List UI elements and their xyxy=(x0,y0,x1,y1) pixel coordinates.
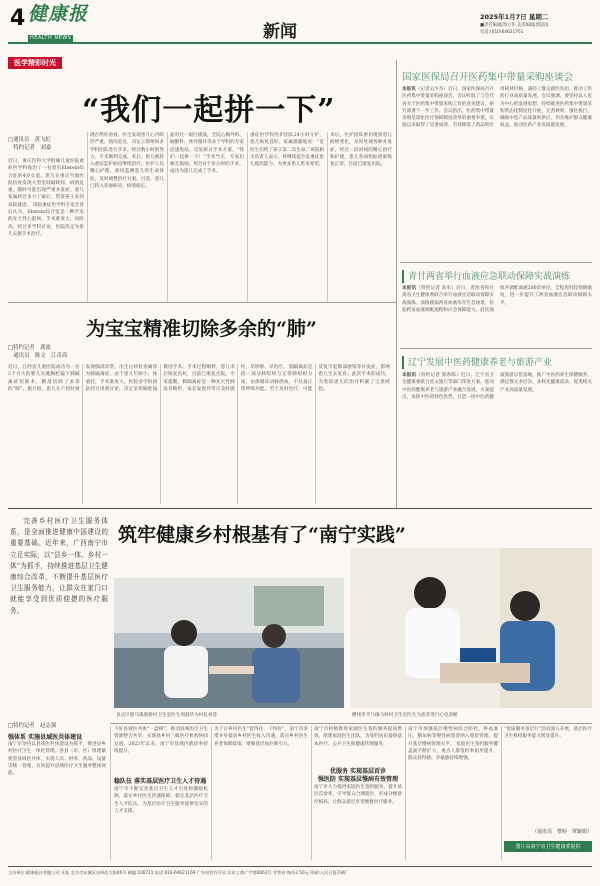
article5-author xyxy=(8,344,98,360)
footer-text: 主办单位:健康报社有限公司 社址:北京市东城区东四西大街46号 邮编:100711 电话:010-64621169 广告经营许可证:京东工商广字第0061号 零售价:每份2.50元 印刷:人民日报印刷厂 xyxy=(8,870,350,875)
article5-headline: 为宝宝精准切除多余的“肺” xyxy=(86,318,317,340)
article5-author-line2: 通讯员 陈文 江奇高 xyxy=(8,353,68,359)
article6-sub4-text: 南宁市加强基层慢性病综合防控，将高血压、糖尿病等慢性病患者纳入规范管理，提升基层慢病管理水平。 xyxy=(408,727,498,747)
article1-headline: “我们一起拼一下” xyxy=(82,93,336,128)
article3-author: 本报讯 xyxy=(402,286,417,291)
article1-author-line1: □通讯员 黄飞虹 xyxy=(8,137,51,143)
article3-headline-text: 青甘两省举行血液应急联动保障实战演练 xyxy=(408,272,571,282)
article1-col5: 术后，医护团队密切观察患儿病情变化，及时处理各种并发症。经过一段时间的精心治疗和护理，患儿各项指标逐渐恢复正常，目前已康复出院。 xyxy=(330,133,392,168)
article6-sub1-text: 南宁市坚持以县域医共体建设为抓手，推进县乡村医疗卫生一体化管理。各县（市、区）组建紧密型县域医共体，实现人员、财务、药品、设备等统一管理，有效提升县域医疗卫生服务整体效能。 xyxy=(8,742,106,777)
article3-headline xyxy=(402,269,570,283)
masthead xyxy=(0,0,600,67)
article2-text: （记者吴少杰）近日，国家医保局召开医药集中带量采购座谈会。会议听取了与会代表关于医药集中带量采购工作的意见建议，研究部署下一步工作。会议指出，医药集中带量采购是深化医疗保障制度改革的重要举措，实施以来取得了显著成效，有效降低了药品和医用耗材价格，减轻了群众就医负担，推动了医药行业高质量发展。会议强调，要坚持以人民为中心的发展思想，持续推进医药集中带量采购常态化制度化开展，完善规则，强化执行，确保中选产品质量和供应，切实维护群众健康权益，推动医药产业高质量发展。 xyxy=(402,87,592,129)
photo2-illustration xyxy=(350,548,592,708)
article6-end-author: （通讯员 黎婷 覃颖娟） xyxy=(531,829,592,835)
article2-author: 本报讯 xyxy=(402,87,416,92)
page-number: 4 xyxy=(10,6,26,31)
photo-village-clinic-1 xyxy=(114,578,344,708)
article6-sub2-block xyxy=(114,778,208,858)
article1-col1-text: 近日，重庆医科大学附属儿童医院重症医学科收治了一名患有Ebstein综合征的4岁女童。患儿在重庆当地医院检查发现大型室间隔缺损，病情危重，随时可能出现严重并发症。患儿家属经过多方了解后，带着孩子来到该院就诊。 xyxy=(8,159,84,208)
phone-line: 电话:(010)64621761 xyxy=(480,30,524,35)
logo-subtitle: HEALTH NEWS xyxy=(30,35,72,41)
article5-text: 近日，江西省儿童医院成功为一名2个月大的婴儿实施胸腔镜下肺隔离症切除术，精准切除了多余的“肺”。据介绍，患儿在产检时被发现肺部异常，出生后经检查确诊为肺隔离症。由于患儿年龄小、体重轻，手术难度大。医院多学科团队经过周密讨论，决定采用胸腔镜微创手术。手术过程顺利，患儿术后恢复良好，目前已康复出院。专家提醒，肺隔离症是一种先天性肺发育畸形，家长发现异常应及时就医，早诊断、早治疗。 xyxy=(8,365,288,392)
logo-text: 健康报 xyxy=(28,3,89,25)
article6-col-e xyxy=(504,726,592,858)
article6-col-c: 南宁市积极推进家庭医生签约服务提质增效，组建家庭医生团队，为签约居民提供基本医疗、公共卫生和健康管理服务。 xyxy=(314,727,402,747)
article3-text: （特约记者 高军）近日，青海省和甘肃省卫生健康委联合举行血液应急联动保障实战演练。演练模拟两省血液库存告急场景，检验跨省血液调配流程和应急保障能力。此次演练共调配血液200余单位，全程用时较预期缩短，进一步提升了两省血液应急联动保障水平。 xyxy=(402,286,592,313)
article6-byline-left: □特约记者 赵志强 xyxy=(8,723,57,729)
article6-col-d xyxy=(408,726,498,858)
article6-col-d-text: 家庭医生签约服务覆盖面不断扩大，重点人群签约率稳步提升，群众获得感、幸福感持续增强。 xyxy=(408,741,498,762)
article5-author-line1: □特约记者 龚波 xyxy=(8,345,51,351)
newspaper-logo xyxy=(28,3,108,41)
article6-headline: 筑牢健康乡村根基有了“南宁实践” xyxy=(118,524,406,546)
article6-col-b: 为了让乡村医生“留得住、干得好”，南宁市多措并举提高乡村医生收入待遇，落实乡村医生养老保障政策，增强基层岗位吸引力。 xyxy=(214,727,308,747)
article6-sub3-text: 南宁市大力推进家庭医生签约服务，提升基层首诊率，引导群众合理就医，形成分级诊疗格局，让群众就近享受便捷医疗服务。 xyxy=(314,785,402,805)
article4-text: （特约记者 郭春晖）近日，辽宁省卫生健康委联合省文旅厅等部门印发方案，推动中医药健康养老与旅游产业融合发展。方案提出，发挥中医药特色优势，打造一批中医药健康旅游示范基地，推广中医药养生保健服务，满足群众多层次、多样化健康需求，促进相关产业高质量发展。 xyxy=(402,373,592,400)
article6-sub2: 稳队伍 落实基层医疗卫生人才待遇 xyxy=(114,778,207,785)
article5-text2: 肺隔离症是指一部分肺组织与正常肺组织分离，由体循环动脉供血，不具备正常呼吸功能。若不及时治疗，可能反复引起肺部感染等并发症，影响患儿生长发育。此次手术的成功，为类似患儿的治疗积累了宝贵经验。 xyxy=(240,365,390,392)
article6-end-badge: 图片由南宁市卫生健康委提供 xyxy=(504,841,592,852)
article6-col-left xyxy=(8,722,106,857)
article6-sub2-text: 南宁市不断完善基层卫生人才引进和激励机制，落实乡村医生待遇保障，稳定基层医疗卫生人才队伍，为基层医疗卫生服务提供坚实的人才支撑。 xyxy=(114,787,208,814)
article1-col4: 重症医学科医护团队24小时守护，患儿恢复良好。家属感激地说：“是医生们给了孩子第二次生命。”该院相关负责人表示，将继续提升危重症患儿救治能力，为更多患儿带来希望。 xyxy=(250,133,324,168)
article1-col1b-text: 该院重症医学科专家会诊后认为，Ebstein综合征是一种罕见的先天性心脏病，手术难度大、风险高。经过多学科讨论，医院决定为患儿实施手术治疗。 xyxy=(8,202,84,237)
date-line: 2025年1月7日 星期二 xyxy=(480,13,549,21)
article1-author-line2: 特约记者 刘嘉 xyxy=(8,145,52,151)
photo1-caption: 良庆区那马镇那桥村卫生室医生周润华为村民看诊 xyxy=(116,713,218,718)
article1-col1 xyxy=(8,158,84,298)
article1-col2: 现在给你看看，医生发现患儿心内畸形严重，情况危急，决定立即组织多学科团队进行手术。经过数小时的努力，手术顺利完成。术后，患儿被转入重症监护病房继续治疗。医护人员精心护理，密切监测患儿的生命体征，及时调整治疗方案。目前，患儿已转入普通病房，病情稳定。 xyxy=(90,133,164,190)
header-rule xyxy=(8,42,592,44)
article2-headline: 国家医保局召开医药集中带量采购座谈会 xyxy=(402,72,574,83)
article6-sub4: 强医防 实现基层慢病有效管理 xyxy=(317,776,399,783)
article6-col-a: 下好县域医共体“一盘棋”，推动县域医疗卫生资源整合共享，实现县乡村三级医疗机构协同发展。2023年以来，南宁市县域内就诊率持续提升。 xyxy=(114,727,208,754)
photo1-illustration xyxy=(114,578,344,708)
column-tag: 医学精彩时光 xyxy=(8,57,62,69)
article5-body xyxy=(8,364,390,504)
article2-body xyxy=(402,86,592,258)
article1-col3: 面对这一艰巨挑战，全院心胸外科、麻醉科、体外循环等多个学科的专家迅速集结，反复研讨手术方案。“我们一起拼一下！”手术当天，专家们相互鼓励，经过8个多小时的手术，成功为患儿完成了手术。 xyxy=(170,133,244,175)
article6-sidebar xyxy=(10,516,108,716)
article6-col-e-text: “优质服务基层行”活动深入开展，基层医疗卫生机构服务能力明显提升。 xyxy=(504,727,592,740)
article6-sub3: 优服务 实现基层首诊 xyxy=(329,768,387,775)
editor-line: ■责任编辑|周立伟 美术编辑|郭思雨 xyxy=(480,23,549,28)
article4-headline-text: 辽宁发展中医药健康养老与旅游产业 xyxy=(408,358,553,368)
article1-author xyxy=(8,136,80,152)
photo-village-clinic-2 xyxy=(350,548,592,708)
article6-sidebar-text: 完善乡村医疗卫生服务体系，是全面推进健康中国建设的重要基础。近年来，广西南宁市立足实际，以“县乡一体、乡村一体”为抓手，持续推进基层卫生健康综合改革，不断提升基层医疗卫生服务能力，让群众在家门口就能享受到优质便捷的医疗服务。 xyxy=(10,517,108,615)
article6-sub3-block xyxy=(314,768,402,858)
article4-author: 本报讯 xyxy=(402,373,417,378)
article6-sub1: 强体系 实施县域医共体建设 xyxy=(8,734,83,741)
article4-headline xyxy=(402,355,552,369)
section-title: 新闻 xyxy=(263,22,297,42)
article4-body xyxy=(402,372,592,502)
article3-body xyxy=(402,285,592,345)
photo2-caption: 横州市平马镇马岭村卫生室医生为患者进行心电诊断 xyxy=(352,713,458,718)
